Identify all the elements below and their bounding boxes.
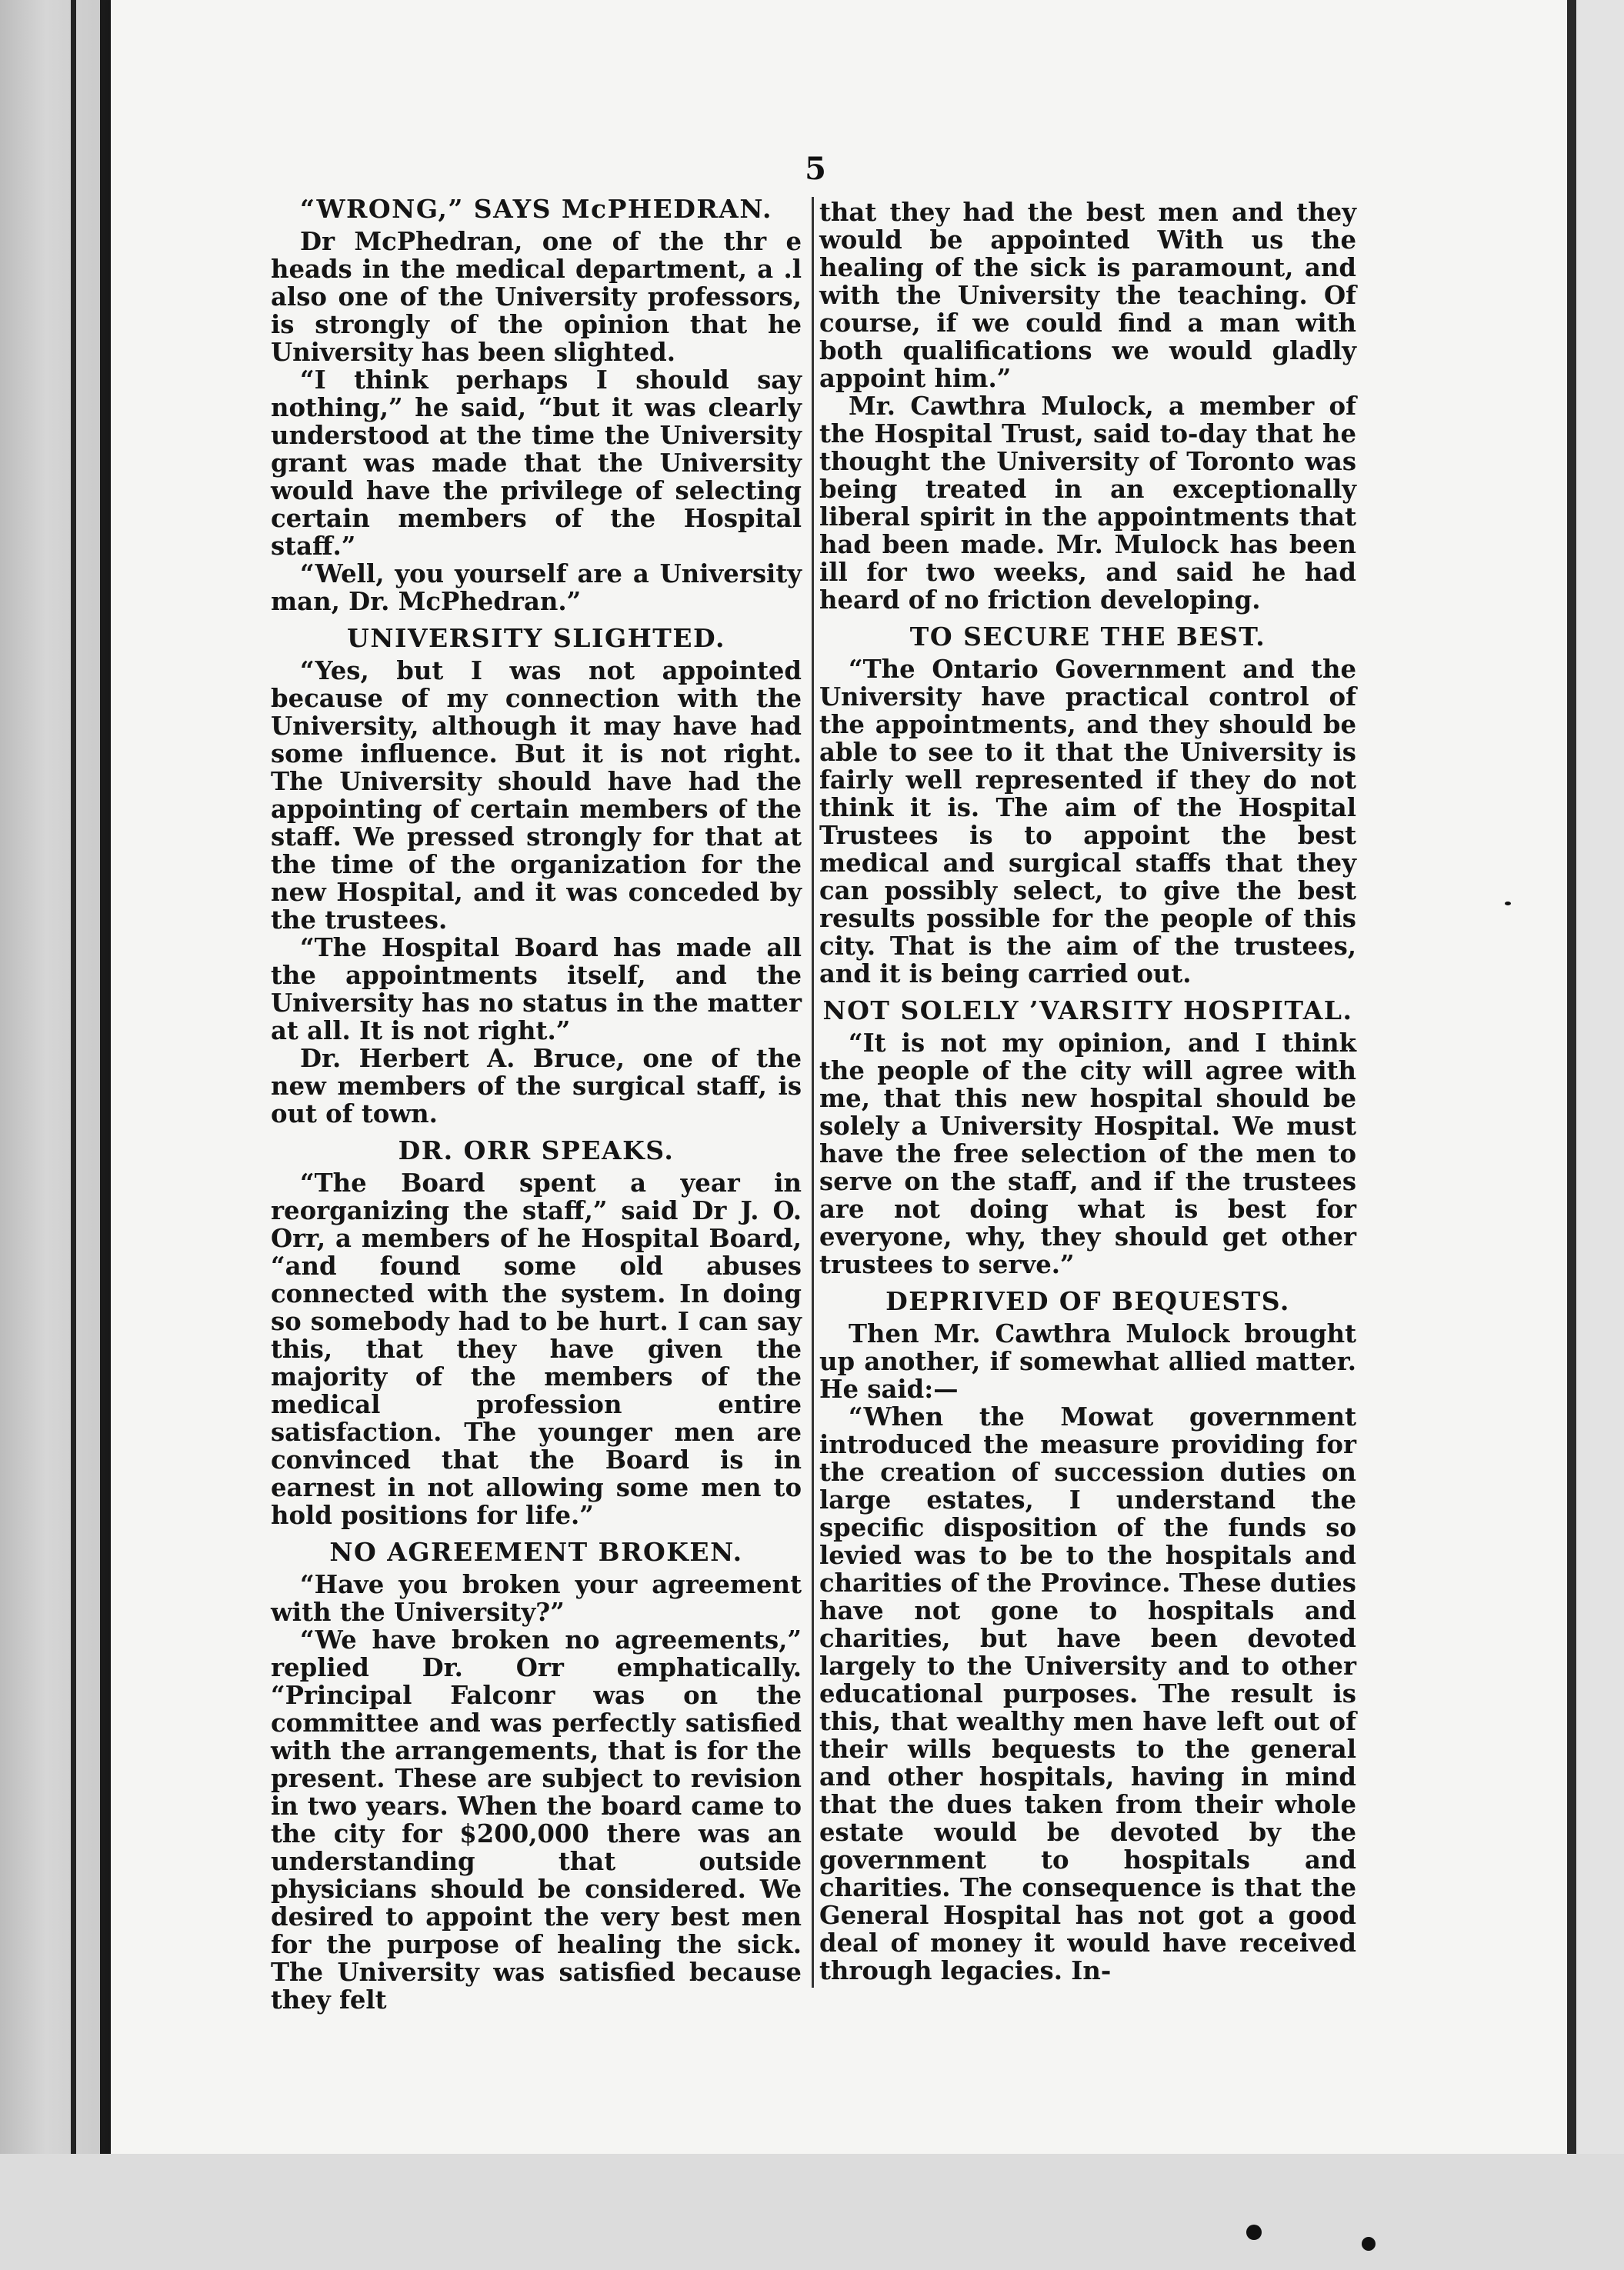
right-page-border (1567, 0, 1576, 2169)
paragraph: Dr McPhedran, one of the thr e heads in the medical department, a .l also one of the University professors, is strongly of the opinion that he University has been slighted. (271, 227, 802, 367)
section-heading: TO SECURE THE BEST. (909, 622, 1266, 652)
paragraph: Mr. Cawthra Mulock, a member of the Hospital Trust, said to-day that he thought the University of Toronto was being treated in an exceptionally liberal spirit in the appointments that had been made. Mr. Mulock has been ill for two weeks, and said he had heard of no friction developing. (819, 392, 1356, 615)
paragraph: “The Ontario Government and the University have practical control of the appointments, and they should be able to see to it that the University is fairly well represented if they do not think it is. The aim of the Hospital Trustees is to appoint the best medical and surgical staffs that they can possibly select, to give the best results possible for the people of this city. That is the aim of the trustees, and it is being carried out. (819, 655, 1356, 988)
paragraph: Then Mr. Cawthra Mulock brought up another, if somewhat allied matter. He said:— (819, 1319, 1356, 1404)
paragraph: “Yes, but I was not appointed because of my connection with the University, although it may have had some influence. But it is not right. The University should have had the appointing of certain members of the staff. We pressed strongly for that at the time of the organization for the new Hospital, and it was conceded by the trustees. (271, 656, 802, 935)
bottom-page-edge (0, 2154, 1624, 2270)
paragraph: Dr. Herbert A. Bruce, one of the new members of the surgical staff, is out of town. (271, 1044, 802, 1128)
paragraph: that they had the best men and they would be appointed With us the healing of the sick is paramount, and with the University the teaching. Of course, if we could find a man with both qualifications we would gladly appoint him.” (819, 198, 1356, 393)
section-heading: DR. ORR SPEAKS. (398, 1135, 675, 1165)
scan-speck (1505, 902, 1511, 905)
paragraph: “The Board spent a year in reorganizing the staff,” said Dr J. O. Orr, a members of he Hospital Board, “and found some old abuses connected with the system. In doing so somebody had to be hurt. I can say this, that they have given the majority of the members of the medical profession entire satisfaction. The younger men are convinced that the Board is in earnest in not allowing some men to hold positions for life.” (271, 1168, 802, 1530)
scan-speck (1362, 2237, 1376, 2251)
paragraph: “When the Mowat government introduced the measure providing for the creation of succession duties on large estates, I understand the specific disposition of the funds so levied was to be to the hospitals and charities of the Province. These duties have not gone to hospitals and charities, but have been devoted largely to the University and to other educational purposes. The result is this, that wealthy men have left out of their wills bequests to the general and other hospitals, having in mind that the dues taken from their whole estate would be devoted by the government to hospitals and charities. The consequence is that the General Hospital has not got a good deal of money it would have received through legacies. In- (819, 1402, 1356, 1985)
left-page-edge (0, 0, 109, 2270)
section-heading: NO AGREEMENT BROKEN. (329, 1537, 743, 1567)
column-divider (812, 197, 814, 1988)
section-heading: UNIVERSITY SLIGHTED. (347, 623, 725, 653)
section-heading: “WRONG,” SAYS McPHEDRAN. (300, 194, 772, 224)
page-number: 5 (805, 151, 826, 187)
paragraph: “The Hospital Board has made all the appointments itself, and the University has no status in the matter at all. It is not right.” (271, 933, 802, 1045)
left-binding-line (71, 0, 76, 2270)
scan-speck (1246, 2225, 1262, 2240)
paragraph: “Well, you yourself are a University man, Dr. McPhedran.” (271, 559, 802, 616)
right-page-edge (1576, 0, 1624, 2270)
left-column (271, 194, 802, 2014)
section-heading: NOT SOLELY ’VARSITY HOSPITAL. (822, 995, 1353, 1025)
paragraph: “It is not my opinion, and I think the people of the city will agree with me, that this new hospital should be solely a University Hospital. We must have the free selection of the men to serve on the staff, and if the trustees are not doing what is best for everyone, why, they should get other trustees to serve.” (819, 1028, 1356, 1279)
left-page-border (100, 0, 111, 2270)
paragraph: “I think perhaps I should say nothing,” he said, “but it was clearly understood at the time the University grant was made that the University would have the privilege of selecting certain members of the Hospital staff.” (271, 365, 802, 561)
section-heading: DEPRIVED OF BEQUESTS. (885, 1286, 1290, 1316)
paragraph: “Have you broken your agreement with the University?” (271, 1570, 802, 1627)
paragraph: “We have broken no agreements,” replied Dr. Orr emphatically. “Principal Falconr was on the committee and was perfectly satisfied with the arrangements, that is for the present. These are subject to revision in two years. When the board came to the city for $200,000 there was an understanding that outside physicians should be considered. We desired to appoint the very best men for the purpose of healing the sick. The University was satisfied because they felt (271, 1625, 802, 2015)
right-column (819, 198, 1356, 1985)
